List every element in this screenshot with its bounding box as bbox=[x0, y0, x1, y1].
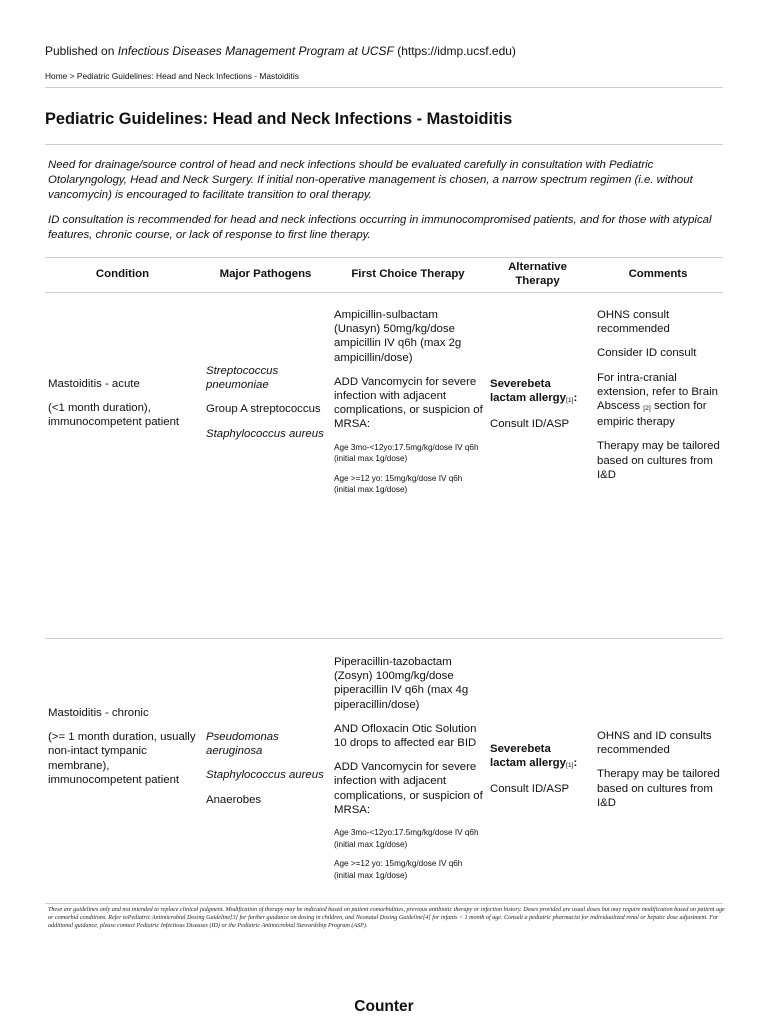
pathogen-item: Group A streptococcus bbox=[206, 403, 321, 416]
therapy-regimen: Ampicillin-sulbactam (Unasyn) 50mg/kg/dose ampicillin IV q6h (max 2g ampicillin/dose) bbox=[334, 309, 462, 364]
therapy-cell bbox=[334, 308, 484, 496]
comment-item: Therapy may be tailored based on cultures from I&D bbox=[597, 768, 720, 809]
intro-paragraph-2: ID consultation is recommended for head and neck infections occurring in immunocompromised patients, and for those with atypical features, chronic course, or lack of response to first line therapy. bbox=[48, 214, 712, 241]
header-condition: Condition bbox=[95, 268, 150, 280]
comment-item: OHNS consult recommended bbox=[597, 309, 670, 336]
therapy-regimen: Piperacillin-tazobactam (Zosyn) 100mg/kg/dose piperacillin IV q6h (max 4g piperacillin/dose) bbox=[334, 656, 469, 711]
comments-cell bbox=[597, 308, 725, 482]
allergy-label: Severebeta lactam allergy bbox=[490, 743, 566, 770]
footnote-text: for infants < 1 month of age. Consult a pediatric pharmacist for individualized renal or hepatic dose adjustment. For additional guidance, please contact Pediatric Infectious Diseases (ID) or the Pediatric Antimicrobial Stewardship Program (ASP). bbox=[48, 915, 719, 930]
pathogens-cell bbox=[206, 364, 330, 441]
breadcrumb[interactable]: Home > Pediatric Guidelines: Head and Neck Infections - Mastoiditis bbox=[45, 71, 299, 81]
consult-text: Consult ID/ASP bbox=[490, 418, 570, 431]
comment-item: Consider ID consult bbox=[597, 347, 697, 360]
allergy-colon: : bbox=[573, 392, 578, 405]
pathogen-item: Streptococcus pneumoniae bbox=[206, 365, 279, 392]
condition-detail: (>= 1 month duration, usually non-intact tympanic membrane), immunocompetent patient bbox=[48, 731, 196, 786]
pathogens-cell bbox=[206, 730, 330, 807]
dosing-note: Age 3mo-<12yo:17.5mg/kg/dose IV q6h (initial max 1g/dose) bbox=[334, 828, 479, 849]
row-divider bbox=[45, 638, 723, 639]
condition-cell bbox=[48, 706, 200, 787]
table-header-divider bbox=[45, 292, 723, 293]
footnote-text: These are guidelines only and not intended to replace clinical judgment. Modification of therapy may be indicated based on patient comorbidities, previous antibiotic therapy or infection history. Doses provided are usual doses but may require modification based on patient age or comorbid conditions. Refer toPediatric Antimicrobial Dosing Guideline bbox=[48, 907, 725, 922]
dosing-note: Age >=12 yo: 15mg/kg/dose IV q6h (initial max 1g/dose) bbox=[334, 473, 463, 495]
title-divider bbox=[45, 144, 723, 145]
page-title: Pediatric Guidelines: Head and Neck Infections - Mastoiditis bbox=[45, 110, 513, 128]
disclaimer-footnote bbox=[48, 906, 728, 931]
alternative-cell bbox=[490, 377, 590, 432]
comment-text: For intra-cranial extension, refer to Brain Abscess bbox=[597, 371, 718, 413]
alternative-cell bbox=[490, 742, 590, 797]
header-comments: Comments bbox=[628, 268, 688, 280]
site-url: (https://idmp.ucsf.edu) bbox=[393, 44, 516, 58]
counter-label: Counter bbox=[354, 998, 414, 1015]
site-name-link[interactable]: Infectious Diseases Management Program at UCSF bbox=[117, 44, 394, 58]
reference-link[interactable]: [4] bbox=[422, 915, 431, 922]
header-major-pathogens: Major Pathogens bbox=[219, 268, 312, 280]
reference-link[interactable]: [1] bbox=[565, 397, 574, 405]
comment-text: section for empiric therapy bbox=[597, 400, 707, 429]
condition-name: Mastoiditis - chronic bbox=[48, 707, 149, 719]
condition-name: Mastoiditis - acute bbox=[48, 378, 140, 390]
comment-item: OHNS and ID consults recommended bbox=[597, 730, 712, 757]
table-top-border bbox=[45, 257, 723, 258]
dosing-note: Age >=12 yo: 15mg/kg/dose IV q6h (initial max 1g/dose) bbox=[334, 859, 463, 880]
header-first-choice-therapy: First Choice Therapy bbox=[351, 268, 465, 280]
pathogen-item: Pseudomonas aeruginosa bbox=[206, 731, 279, 758]
published-prefix: Published on bbox=[45, 44, 118, 58]
pathogen-item: Anaerobes bbox=[206, 793, 262, 806]
allergy-label: Severebeta lactam allergy bbox=[490, 378, 566, 405]
footnote-text: for further guidance on dosing in children, and Neonatal Dosing Guideline bbox=[237, 915, 423, 922]
therapy-cell bbox=[334, 655, 484, 881]
therapy-addition: ADD Vancomycin for severe infection with adjacent complications, or suspicion of MRSA: bbox=[334, 375, 483, 431]
reference-link[interactable]: [2] bbox=[643, 405, 651, 413]
reference-link[interactable]: [1] bbox=[565, 762, 574, 770]
comment-item bbox=[597, 371, 725, 430]
therapy-addition: ADD Vancomycin for severe infection with adjacent complications, or suspicion of MRSA: bbox=[334, 761, 483, 816]
dosing-note: Age 3mo-<12yo:17.5mg/kg/dose IV q6h (initial max 1g/dose) bbox=[334, 442, 479, 464]
header-divider bbox=[45, 87, 723, 88]
condition-detail: (<1 month duration), immunocompetent patient bbox=[48, 402, 180, 429]
consult-text: Consult ID/ASP bbox=[490, 783, 570, 796]
intro-paragraph-1: Need for drainage/source control of head and neck infections should be evaluated carefully in consultation with Pediatric Otolaryngology, Head and Neck Surgery. If initial non-operative management is chosen, a narrow spectrum regimen (i.e. without vancomycin) is encouraged to facilitate transition to oral therapy. bbox=[48, 159, 693, 201]
table-bottom-border bbox=[45, 903, 723, 904]
reference-link[interactable]: [3] bbox=[230, 915, 238, 922]
therapy-otic: AND Ofloxacin Otic Solution 10 drops to affected ear BID bbox=[334, 722, 477, 750]
comment-item: Therapy may be tailored based on cultures from I&D bbox=[597, 440, 720, 481]
condition-cell bbox=[48, 377, 200, 430]
header-alternative-therapy: Alternative Therapy bbox=[508, 261, 567, 287]
published-line bbox=[45, 44, 516, 59]
pathogen-item: Staphylococcus aureus bbox=[206, 769, 324, 782]
pathogen-item: Staphylococcus aureus bbox=[206, 427, 324, 440]
allergy-colon: : bbox=[573, 757, 578, 770]
comments-cell bbox=[597, 729, 725, 810]
